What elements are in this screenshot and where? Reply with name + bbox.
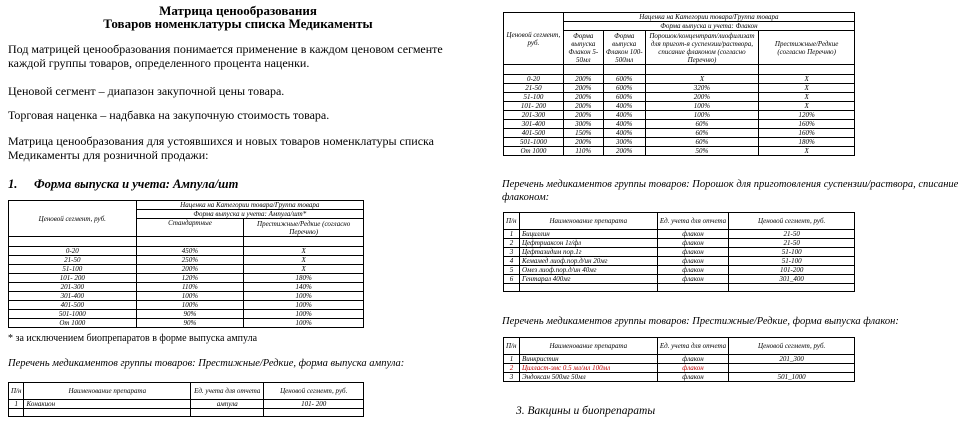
list-ampula-title: Перечень медикаментов группы товаров: Престижные/Редкие, форма выпуска ампула: xyxy=(8,358,405,369)
cell-vial-small: 150% xyxy=(563,129,603,138)
cell-vial-small: 200% xyxy=(563,84,603,93)
cell-name: Конакион xyxy=(24,400,191,409)
col-prestige-header: Престижные/Редкие (согласно Перечню) xyxy=(244,219,364,237)
list-vial-table xyxy=(503,337,855,382)
col-segment-header: Ценовой сегмент, руб. xyxy=(504,13,564,65)
list-vial-title: Перечень медикаментов группы товаров: Престижные/Редкие, форма выпуска флакон: xyxy=(502,316,899,327)
paragraph-markup: Торговая наценка – надбавка на закупочную стоимость товара. xyxy=(8,108,330,122)
paragraph-definition: Под матрицей ценообразования понимается применение в каждом ценовом сегменте каждой группы товаров, определенного процента наценки. xyxy=(8,42,443,70)
cell-segment: 501-1000 xyxy=(9,310,137,319)
cell-unit: флакон xyxy=(657,230,729,239)
table-row xyxy=(504,138,855,147)
cell-standard: 200% xyxy=(136,265,244,274)
cell-segment: 51-100 xyxy=(9,265,137,274)
cell-segment: 501-1000 xyxy=(504,138,564,147)
markup-header: Наценка на Категории товара/Группа товара xyxy=(563,13,854,22)
col-vial-large-header: Форма выпуска Флакон 100-500мл xyxy=(603,31,645,65)
table-row xyxy=(9,319,364,328)
list-powder-title: Перечень медикаментов группы товаров: Порошок для приготовления суспензии/раствора, списание флаконом: xyxy=(502,179,959,203)
spacer-cell xyxy=(729,284,855,292)
section-vaccines: 3. Вакцины и биопрепараты xyxy=(516,405,656,417)
cell-vial-small: 110% xyxy=(563,147,603,156)
table-row xyxy=(9,301,364,310)
section-title: Форма выпуска и учета: Ампула/шт xyxy=(34,177,239,191)
cell-segment: 51-100 xyxy=(729,257,855,266)
cell-segment: 201-300 xyxy=(504,111,564,120)
cell-vial-large: 400% xyxy=(603,111,645,120)
table-row xyxy=(504,364,855,373)
cell-segment: 101- 200 xyxy=(9,274,137,283)
cell-prestige: X xyxy=(244,256,364,265)
cell-segment: 501_1000 xyxy=(729,373,855,382)
col-num-header: П/н xyxy=(504,338,520,355)
col-standard-header: Стандартные xyxy=(136,219,244,237)
cell-unit: флакон xyxy=(657,373,729,382)
section-number: 1. xyxy=(8,177,18,191)
cell-name: Кемамед лиоф.пор.д/ин 20мг xyxy=(519,257,657,266)
cell-unit: флакон xyxy=(657,355,729,364)
col-segment-header: Ценовой сегмент, руб. xyxy=(9,201,137,237)
cell-segment: 401-500 xyxy=(504,129,564,138)
cell-prestige: X xyxy=(759,84,855,93)
cell-segment: 21-50 xyxy=(9,256,137,265)
cell-num: 4 xyxy=(504,257,520,266)
spacer-cell xyxy=(264,409,364,417)
cell-powder: 60% xyxy=(645,129,759,138)
col-powder-header: Порошок/концентрат/лиофилизат для пригот-я суспензии/раствора, списание флаконом (согласно Перечню) xyxy=(645,31,759,65)
list-powder-table xyxy=(503,212,855,292)
cell-segment: 0-20 xyxy=(9,247,137,256)
table-row xyxy=(9,274,364,283)
spacer-cell xyxy=(9,237,137,247)
col-name-header: Наименование препарата xyxy=(24,383,191,400)
cell-vial-large: 600% xyxy=(603,75,645,84)
cell-standard: 120% xyxy=(136,274,244,283)
spacer-cell xyxy=(9,409,24,417)
cell-prestige: 160% xyxy=(759,120,855,129)
spacer-cell xyxy=(657,284,729,292)
table-row xyxy=(504,373,855,382)
cell-segment: 51-100 xyxy=(504,93,564,102)
col-name-header: Наименование препарата xyxy=(519,213,657,230)
cell-segment: От 1000 xyxy=(9,319,137,328)
cell-prestige: 100% xyxy=(244,301,364,310)
cell-name: Цилласт-эмс 0.5 мл/мл 100мл xyxy=(519,364,657,373)
col-num-header: П/н xyxy=(9,383,24,400)
cell-segment: 401-500 xyxy=(9,301,137,310)
table-row xyxy=(504,111,855,120)
spacer-cell xyxy=(244,237,364,247)
cell-segment: 101-200 xyxy=(729,266,855,275)
cell-name: Гентарал 400мг xyxy=(519,275,657,284)
cell-prestige: 100% xyxy=(244,319,364,328)
paragraph-matrix-intro: Матрица ценообразования для устоявшихся и новых товаров номенклатуры списка Медикаменты для розничной продажи: xyxy=(8,134,435,162)
cell-standard: 110% xyxy=(136,283,244,292)
col-segment-header: Ценовой сегмент, руб. xyxy=(729,338,855,355)
form-header: Форма выпуска и учета: Флакон xyxy=(563,22,854,31)
col-num-header: П/н xyxy=(504,213,520,230)
cell-num: 3 xyxy=(504,373,520,382)
cell-vial-large: 600% xyxy=(603,84,645,93)
cell-powder: 50% xyxy=(645,147,759,156)
markup-header: Наценка на Категории товара/Группа товара xyxy=(136,201,363,210)
cell-num: 2 xyxy=(504,364,520,373)
cell-vial-small: 200% xyxy=(563,102,603,111)
cell-num: 3 xyxy=(504,248,520,257)
col-name-header: Наименование препарата xyxy=(519,338,657,355)
cell-unit: флакон xyxy=(657,364,729,373)
spacer-cell xyxy=(136,237,244,247)
table-row xyxy=(504,355,855,364)
left-page xyxy=(0,0,476,441)
col-prestige-header: Престижные/Редкие (согласно Перечню) xyxy=(759,31,855,65)
cell-standard: 250% xyxy=(136,256,244,265)
spacer-cell xyxy=(759,65,855,75)
cell-standard: 90% xyxy=(136,319,244,328)
cell-vial-small: 200% xyxy=(563,75,603,84)
cell-powder: 100% xyxy=(645,102,759,111)
spacer-cell xyxy=(24,409,191,417)
table-row xyxy=(504,230,855,239)
cell-prestige: 180% xyxy=(759,138,855,147)
col-segment-header: Ценовой сегмент, руб. xyxy=(264,383,364,400)
col-segment-header: Ценовой сегмент, руб. xyxy=(729,213,855,230)
cell-name: Эндоксан 500мг 50мл xyxy=(519,373,657,382)
cell-powder: 200% xyxy=(645,93,759,102)
cell-prestige: 160% xyxy=(759,129,855,138)
table-row xyxy=(504,239,855,248)
right-page xyxy=(492,0,969,441)
cell-prestige: 120% xyxy=(759,111,855,120)
table-row xyxy=(9,247,364,256)
matrix-ampula-table xyxy=(8,200,364,328)
cell-num: 1 xyxy=(504,230,520,239)
table-row xyxy=(504,147,855,156)
cell-prestige: X xyxy=(244,247,364,256)
cell-segment: 201_300 xyxy=(729,355,855,364)
cell-segment: 21-50 xyxy=(729,239,855,248)
spacer-cell xyxy=(191,409,264,417)
cell-segment xyxy=(729,364,855,373)
table-row xyxy=(504,102,855,111)
cell-segment: 101- 200 xyxy=(504,102,564,111)
cell-name: Омез лиоф.пор.д/ин 40мг xyxy=(519,266,657,275)
cell-num: 1 xyxy=(504,355,520,364)
cell-name: Винкристин xyxy=(519,355,657,364)
spacer-cell xyxy=(504,284,520,292)
col-unit-header: Ед. учета для отчета xyxy=(191,383,264,400)
cell-segment: 51-100 xyxy=(729,248,855,257)
col-unit-header: Ед. учета для отчета xyxy=(657,338,729,355)
cell-segment: 101- 200 xyxy=(264,400,364,409)
cell-vial-large: 200% xyxy=(603,147,645,156)
cell-num: 2 xyxy=(504,239,520,248)
cell-vial-large: 400% xyxy=(603,129,645,138)
cell-vial-large: 300% xyxy=(603,138,645,147)
cell-vial-small: 200% xyxy=(563,138,603,147)
table-row xyxy=(9,256,364,265)
cell-name: Бициллин xyxy=(519,230,657,239)
table-row xyxy=(504,120,855,129)
spacer-cell xyxy=(563,65,603,75)
cell-prestige: X xyxy=(759,93,855,102)
cell-unit: флакон xyxy=(657,248,729,257)
table-row xyxy=(504,93,855,102)
cell-standard: 100% xyxy=(136,292,244,301)
cell-num: 5 xyxy=(504,266,520,275)
cell-prestige: X xyxy=(244,265,364,274)
table-row xyxy=(504,84,855,93)
cell-prestige: X xyxy=(759,75,855,84)
cell-unit: флакон xyxy=(657,266,729,275)
cell-vial-large: 600% xyxy=(603,93,645,102)
col-unit-header: Ед. учета для отчета xyxy=(657,213,729,230)
cell-segment: 301-400 xyxy=(504,120,564,129)
matrix-vial-table xyxy=(503,12,855,156)
cell-segment: 301_400 xyxy=(729,275,855,284)
table-row xyxy=(504,266,855,275)
cell-num: 6 xyxy=(504,275,520,284)
cell-num: 1 xyxy=(9,400,24,409)
cell-powder: 60% xyxy=(645,138,759,147)
table-row xyxy=(9,292,364,301)
cell-vial-small: 200% xyxy=(563,93,603,102)
form-header: Форма выпуска и учета: Ампула/шт* xyxy=(136,210,363,219)
cell-unit: флакон xyxy=(657,239,729,248)
cell-prestige: 100% xyxy=(244,310,364,319)
cell-prestige: 180% xyxy=(244,274,364,283)
table-row xyxy=(9,310,364,319)
doc-title: Матрица ценообразования xyxy=(159,3,317,18)
cell-vial-small: 200% xyxy=(563,111,603,120)
spacer-cell xyxy=(603,65,645,75)
page-gutter xyxy=(476,0,492,441)
table-row xyxy=(504,129,855,138)
cell-segment: 21-50 xyxy=(729,230,855,239)
cell-standard: 90% xyxy=(136,310,244,319)
table-row xyxy=(504,75,855,84)
doc-subtitle: Товаров номенклатуры списка Медикаменты xyxy=(103,16,373,31)
paragraph-segment: Ценовой сегмент – диапазон закупочной цены товара. xyxy=(8,84,285,98)
cell-unit: ампула xyxy=(191,400,264,409)
table-row xyxy=(504,257,855,266)
cell-prestige: X xyxy=(759,147,855,156)
spacer-cell xyxy=(519,284,657,292)
cell-segment: 301-400 xyxy=(9,292,137,301)
table-row xyxy=(9,265,364,274)
cell-name: Цефтазидим пор.1г xyxy=(519,248,657,257)
cell-unit: флакон xyxy=(657,257,729,266)
col-vial-small-header: Форма выпуска Флакон 5-50мл xyxy=(563,31,603,65)
cell-powder: 320% xyxy=(645,84,759,93)
cell-vial-large: 400% xyxy=(603,102,645,111)
cell-segment: 0-20 xyxy=(504,75,564,84)
cell-vial-large: 400% xyxy=(603,120,645,129)
table-row xyxy=(9,283,364,292)
spacer-cell xyxy=(645,65,759,75)
cell-segment: 201-300 xyxy=(9,283,137,292)
cell-powder: X xyxy=(645,75,759,84)
cell-standard: 100% xyxy=(136,301,244,310)
cell-unit: флакон xyxy=(657,275,729,284)
table-row xyxy=(504,275,855,284)
cell-vial-small: 300% xyxy=(563,120,603,129)
spacer-cell xyxy=(504,65,564,75)
cell-name: Цефтриаксон 1г/фл xyxy=(519,239,657,248)
cell-prestige: 100% xyxy=(244,292,364,301)
cell-powder: 60% xyxy=(645,120,759,129)
table-row xyxy=(504,248,855,257)
table-row xyxy=(9,400,364,409)
cell-standard: 450% xyxy=(136,247,244,256)
cell-prestige: 140% xyxy=(244,283,364,292)
cell-segment: 21-50 xyxy=(504,84,564,93)
cell-prestige: X xyxy=(759,102,855,111)
cell-segment: От 1000 xyxy=(504,147,564,156)
cell-powder: 100% xyxy=(645,111,759,120)
list-ampula-table xyxy=(8,382,364,417)
biopreparation-note: * за исключением биопрепаратов в форме выпуска ампула xyxy=(8,333,258,344)
